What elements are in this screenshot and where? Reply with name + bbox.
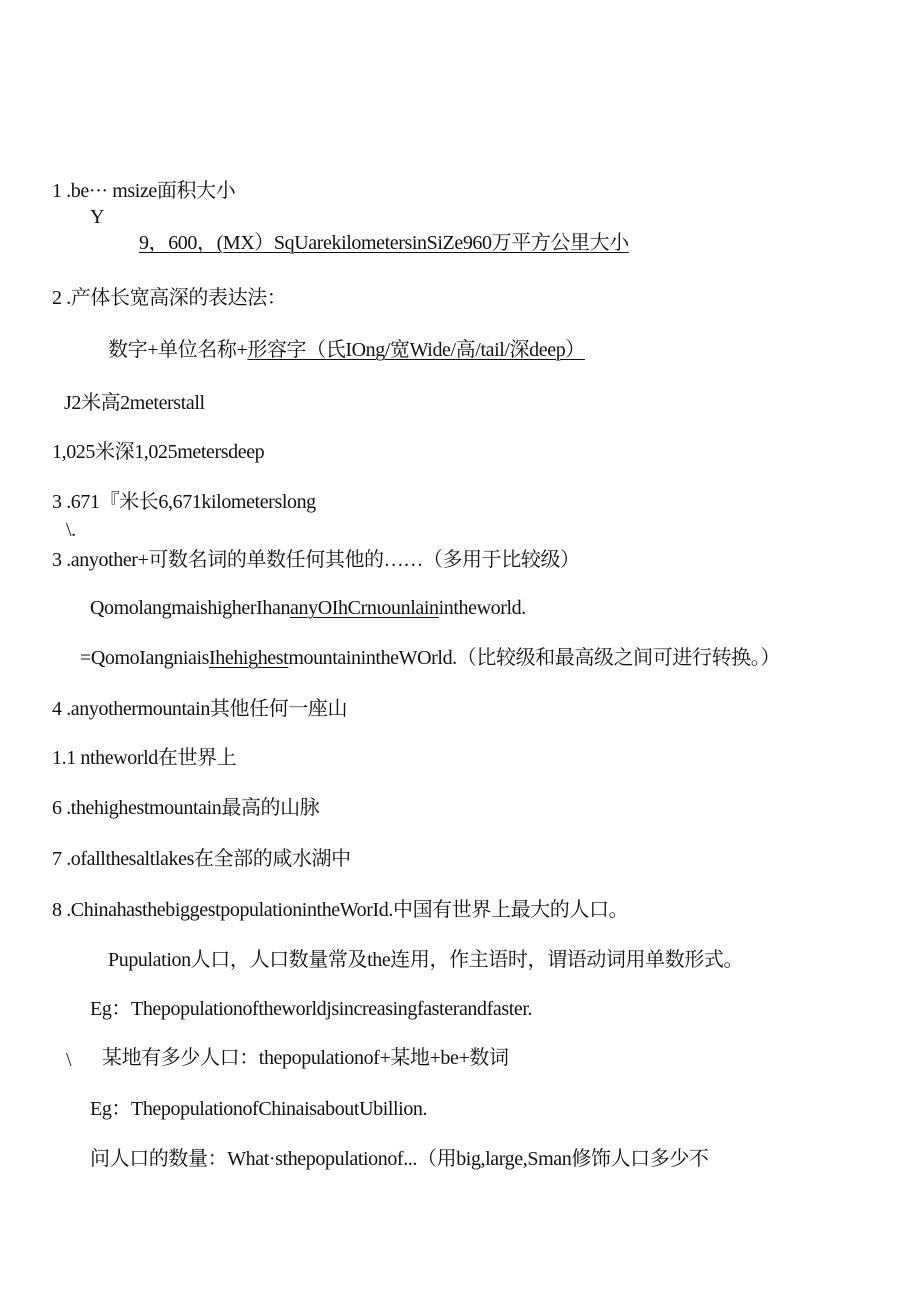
text: 某地有多少人口：thepopulationof+某地+be+数词 <box>102 1047 509 1069</box>
text: 8 .ChinahasthebiggestpopulationintheWorId.中国有世界上最大的人口。 <box>52 899 629 921</box>
text: \. <box>66 519 76 541</box>
text: 9，600，(MX）SqUarekilometersinSiZe960万平方公里大小 <box>139 232 629 254</box>
item-4 <box>52 697 347 721</box>
population-question <box>90 1147 709 1171</box>
example-long <box>52 490 316 514</box>
stray-mark <box>90 205 104 229</box>
text: 形容字（氏IOng/宽Wide/高/tail/深deep） <box>247 339 585 361</box>
example-comparative <box>90 596 526 620</box>
text: 7 .ofallthesaltlakes在全部的咸水湖中 <box>52 848 351 870</box>
text: 1 .be··· msize面积大小 <box>52 180 236 202</box>
text: 6 .thehighestmountain最高的山脉 <box>52 797 320 819</box>
text: =QomoIangniais <box>80 647 209 669</box>
item-1-size <box>52 179 235 203</box>
text: Eg：Thepopulationoftheworldjsincreasingfasterandfaster. <box>90 998 533 1020</box>
example-china-population <box>90 1097 427 1121</box>
example-tall <box>64 391 205 415</box>
text: Pupulation人口，人口数量常及the连用，作主语时，谓语动词用单数形式。 <box>108 949 744 971</box>
text: intheworld. <box>438 597 526 619</box>
text: \ <box>66 1049 72 1071</box>
population-pattern <box>102 1046 509 1070</box>
stray-mark <box>66 1048 71 1072</box>
text: QomolangmaishigherIhan <box>90 597 291 619</box>
text: Eg：ThepopulationofChinaisaboutUbillion. <box>90 1098 428 1120</box>
example-area <box>139 231 629 255</box>
text: 4 .anyothermountain其他任何一座山 <box>52 698 348 720</box>
dimension-formula <box>108 338 585 362</box>
example-superlative <box>80 646 780 670</box>
item-2-dimensions <box>52 286 286 310</box>
text: 2 .产体长宽高深的表达法： <box>52 287 287 309</box>
text: 3 .anyother+可数名词的单数任何其他的……（多用于比较级） <box>52 549 580 571</box>
text: 问人口的数量：What·sthepopulationof...（用big,large,Sman修饰人口多少不 <box>90 1148 709 1170</box>
stray-mark <box>66 518 76 542</box>
item-8 <box>52 898 628 922</box>
text: anyOIhCrnιounlain <box>290 597 439 619</box>
text: 3 .671『米长6,671kilometerslong <box>52 491 316 513</box>
item-5 <box>52 746 236 770</box>
text: J2米高2meterstall <box>64 392 205 414</box>
text: 1.1 ntheworld在世界上 <box>52 747 237 769</box>
item-3-anyother <box>52 548 580 572</box>
population-note <box>108 948 743 972</box>
example-deep <box>52 440 264 464</box>
text: Y <box>90 206 105 228</box>
text: Ihehighest <box>209 647 289 669</box>
text: 1,025米深1,025metersdeep <box>52 441 265 463</box>
text: 数字+单位名称+ <box>108 339 248 361</box>
item-6 <box>52 796 319 820</box>
item-7 <box>52 847 351 871</box>
example-population <box>90 997 532 1021</box>
text: mountainintheWOrld.（比较级和最高级之间可进行转换。） <box>288 647 780 669</box>
